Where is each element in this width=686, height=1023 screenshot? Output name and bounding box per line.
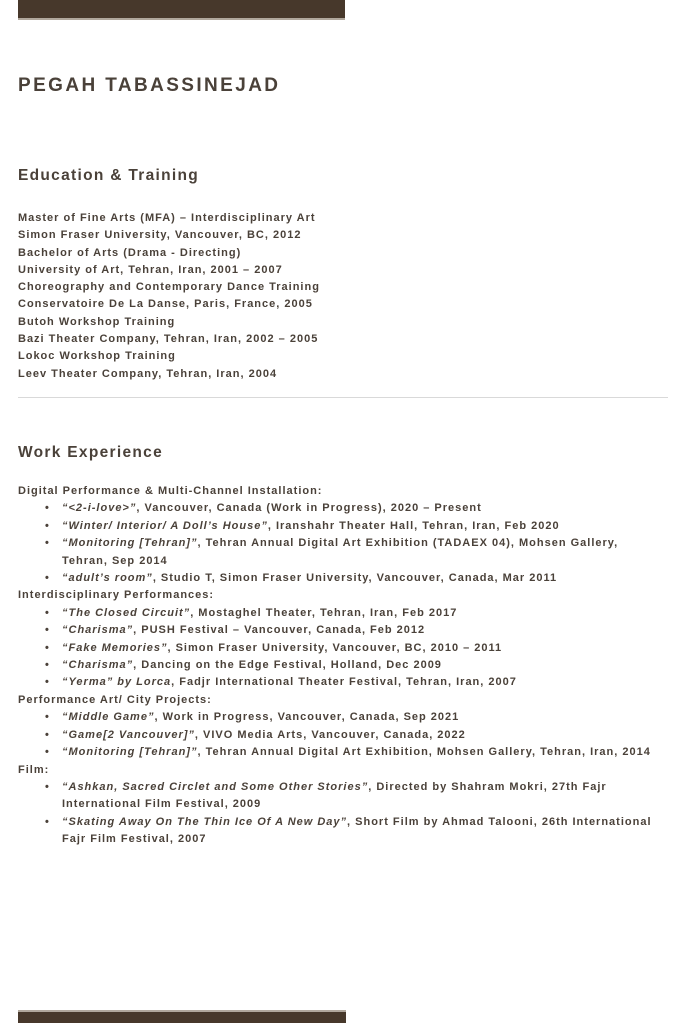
work-bullet-list [18, 500, 668, 587]
work-item [18, 727, 668, 744]
work-item [18, 518, 668, 535]
work-item-title: “Yerma” by Lorca [62, 676, 172, 689]
work-item-title: “Monitoring [Tehran]” [62, 537, 198, 550]
work-item [18, 814, 668, 849]
work-item-details: , Tehran Annual Digital Art Exhibition, Mohsen Gallery, Tehran, Iran, 2014 [197, 746, 651, 759]
education-line: Bazi Theater Company, Tehran, Iran, 2002 – 2005 [18, 333, 319, 346]
work-item-title: “Game[2 Vancouver]” [62, 728, 195, 741]
work-category-label: Film: [18, 763, 50, 776]
work-item-details: , Fadjr International Theater Festival, Tehran, Iran, 2007 [171, 676, 517, 689]
work-item [18, 657, 668, 674]
top-accent-bar [18, 0, 345, 20]
work-bullet-list [18, 605, 668, 692]
education-line: University of Art, Tehran, Iran, 2001 – 2007 [18, 263, 283, 276]
work-item-title: “Fake Memories” [62, 641, 168, 654]
education-line: Leev Theater Company, Tehran, Iran, 2004 [18, 367, 278, 380]
work-item-title: “Charisma” [62, 624, 134, 637]
work-item [18, 779, 668, 814]
work-item-title: “Charisma” [62, 659, 134, 672]
work-item [18, 570, 668, 587]
bottom-accent-bar [18, 1010, 346, 1023]
section-divider [18, 397, 668, 398]
work-item [18, 744, 668, 761]
work-category-label: Digital Performance & Multi-Channel Installation: [18, 485, 323, 497]
work-item [18, 535, 668, 570]
education-line: Simon Fraser University, Vancouver, BC, 2012 [18, 229, 302, 242]
education-line: Butoh Workshop Training [18, 315, 176, 328]
work-item-details: , Dancing on the Edge Festival, Holland, Dec 2009 [133, 659, 442, 672]
work-item-details: , Short Film by Ahmad Talooni, 26th International Fajr Film Festival, 2007 [62, 815, 652, 846]
work-item-title: “Monitoring [Tehran]” [62, 746, 198, 759]
work-item-title: “adult’s room” [62, 572, 153, 585]
work-item [18, 622, 668, 639]
education-line: Lokoc Workshop Training [18, 350, 176, 363]
work-item-title: “Middle Game” [62, 711, 155, 724]
education-lines [18, 210, 668, 383]
education-line: Bachelor of Arts (Drama - Directing) [18, 246, 242, 259]
person-name: PEGAH TABASSINEJAD [18, 75, 281, 96]
work-item-details: , Tehran Annual Digital Art Exhibition (TADAEX 04), Mohsen Gallery, Tehran, Sep 2014 [62, 537, 619, 567]
work-item-title: “Winter/ Interior/ A Doll’s House” [62, 519, 268, 532]
work-item-details: , PUSH Festival – Vancouver, Canada, Feb 2012 [133, 624, 426, 637]
education-line: Master of Fine Arts (MFA) – Interdisciplinary Art [18, 212, 316, 224]
work-item [18, 674, 668, 691]
work-item [18, 605, 668, 622]
work-item-details: , Vancouver, Canada (Work in Progress), 2020 – Present [136, 502, 482, 515]
work-item-title: “Skating Away On The Thin Ice Of A New Day” [62, 815, 348, 828]
work-item [18, 500, 668, 517]
work-item-title: “<2-i-love>” [62, 502, 137, 515]
education-line: Conservatoire De La Danse, Paris, France, 2005 [18, 298, 313, 311]
work-bullet-list [18, 709, 668, 761]
education-heading: Education & Training [18, 167, 200, 184]
work-item-details: , VIVO Media Arts, Vancouver, Canada, 2022 [194, 728, 466, 741]
education-line: Choreography and Contemporary Dance Training [18, 281, 320, 294]
work-item-details: , Iranshahr Theater Hall, Tehran, Iran, Feb 2020 [267, 519, 560, 532]
work-item-details: , Studio T, Simon Fraser University, Vancouver, Canada, Mar 2011 [152, 572, 558, 585]
work-item-details: , Directed by Shahram Mokri, 27th Fajr International Film Festival, 2009 [62, 780, 607, 811]
work-item-title: “The Closed Circuit” [62, 606, 191, 619]
work-item [18, 709, 668, 726]
work-item-title: “Ashkan, Sacred Circlet and Some Other Stories” [62, 780, 369, 793]
work-category-label: Interdisciplinary Performances: [18, 589, 215, 602]
work-sections [18, 483, 668, 849]
work-item [18, 640, 668, 657]
work-experience-heading: Work Experience [18, 444, 163, 461]
work-item-details: , Mostaghel Theater, Tehran, Iran, Feb 2017 [190, 606, 458, 619]
work-category-label: Performance Art/ City Projects: [18, 693, 212, 706]
work-item-details: , Simon Fraser University, Vancouver, BC, 2010 – 2011 [167, 641, 503, 654]
work-item-details: , Work in Progress, Vancouver, Canada, Sep 2021 [154, 711, 460, 724]
work-bullet-list [18, 779, 668, 849]
